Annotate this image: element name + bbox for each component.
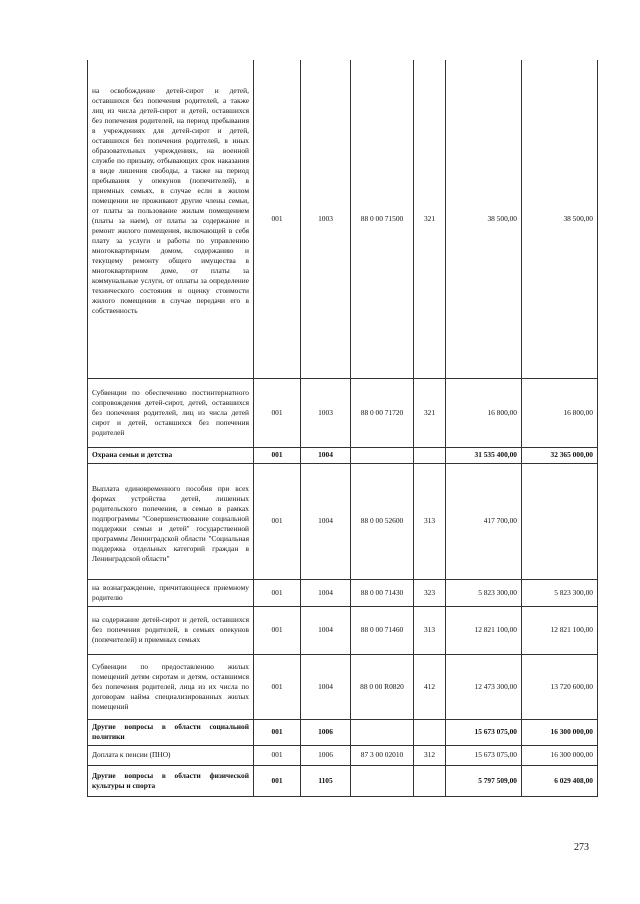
page-number: 273 bbox=[574, 842, 589, 853]
row-sum-1: 16 800,00 bbox=[446, 378, 522, 447]
row-type-code bbox=[414, 447, 446, 463]
budget-table bbox=[87, 60, 598, 797]
row-target-code: 87 3 00 02010 bbox=[351, 745, 414, 765]
row-sum-2: 12 821 100,00 bbox=[522, 606, 598, 654]
table-row bbox=[88, 60, 598, 378]
row-sum-2: 32 365 000,00 bbox=[522, 447, 598, 463]
row-admin-code: 001 bbox=[254, 606, 301, 654]
row-sum-1: 12 473 300,00 bbox=[446, 654, 522, 719]
row-description: Субвенции по предоставлению жилых помещений детям сиротам и детям, оставшимся без попечения родителей, лица из их числа по договорам найма специализированных жилых помещений bbox=[88, 654, 254, 719]
row-sum-1: 38 500,00 bbox=[446, 60, 522, 378]
row-type-code: 323 bbox=[414, 579, 446, 606]
row-section-code: 1006 bbox=[301, 745, 351, 765]
row-description: Выплата единовременного пособия при всех формах устройства детей, лишенных родительского попечения, в семью в рамках подпрограммы "Совершенствование социальной поддержки семьи и детей" государственной программы Ленинградской области "Социальная поддержка отдельных категорий граждан в Ленинградской области" bbox=[88, 463, 254, 579]
row-admin-code: 001 bbox=[254, 719, 301, 745]
row-section-code: 1004 bbox=[301, 579, 351, 606]
table-row bbox=[88, 745, 598, 765]
row-sum-1: 5 797 509,00 bbox=[446, 765, 522, 796]
row-description: Другие вопросы в области социальной политики bbox=[88, 719, 254, 745]
row-sum-1: 417 700,00 bbox=[446, 463, 522, 579]
row-target-code bbox=[351, 765, 414, 796]
row-sum-1: 5 823 300,00 bbox=[446, 579, 522, 606]
row-admin-code: 001 bbox=[254, 463, 301, 579]
row-target-code: 88 0 00 71500 bbox=[351, 60, 414, 378]
row-admin-code: 001 bbox=[254, 765, 301, 796]
row-section-code: 1105 bbox=[301, 765, 351, 796]
row-description: на освобождение детей-сирот и детей, оставшихся без попечения родителей, а также лиц из числа детей-сирот и детей, оставшихся без попечения родителей, на период пребывания в учреждениях для детей-сирот и детей, оставшихся без попечения родителей, в иных образовательных учреждениях, на военной службе по призыву, отбывающих срок наказания в виде лишения свободы, а также на период пребывания у опекунов (попечителей), в приемных семьях, в случае если в жилом помещении не проживают другие члены семьи, от платы за пользование жилым помещением (платы за наем), от платы за содержание и ремонт жилого помещения, включающей в себя плату за услуги и работы по управлению многоквартирным домом, содержанию и текущему ремонту общего имущества в многоквартирном доме, от платы за коммунальные услуги, от оплаты за определение технического состояния и оценку стоимости жилого помещения в случае передачи его в собственность bbox=[88, 60, 254, 378]
row-admin-code: 001 bbox=[254, 378, 301, 447]
table-row bbox=[88, 606, 598, 654]
row-sum-1: 15 673 075,00 bbox=[446, 745, 522, 765]
table-row bbox=[88, 654, 598, 719]
row-sum-1: 12 821 100,00 bbox=[446, 606, 522, 654]
row-type-code: 313 bbox=[414, 463, 446, 579]
row-sum-2: 16 800,00 bbox=[522, 378, 598, 447]
row-target-code: 88 0 00 71460 bbox=[351, 606, 414, 654]
row-type-code: 312 bbox=[414, 745, 446, 765]
row-type-code: 412 bbox=[414, 654, 446, 719]
row-target-code: 88 0 00 71720 bbox=[351, 378, 414, 447]
row-admin-code: 001 bbox=[254, 60, 301, 378]
row-section-code: 1004 bbox=[301, 654, 351, 719]
row-type-code: 321 bbox=[414, 60, 446, 378]
row-section-code: 1004 bbox=[301, 463, 351, 579]
row-description: Субвенции по обеспечению постинтернатного сопровождения детей-сирот, детей, оставшихся без попечения родителей, лиц из числа детей сирот и детей, оставшихся без попечения родителей bbox=[88, 378, 254, 447]
row-description: на содержание детей-сирот и детей, оставшихся без попечения родителей, в семьях опекунов (попечителей) и приемных семьях bbox=[88, 606, 254, 654]
table-row bbox=[88, 765, 598, 796]
row-target-code: 88 0 00 52600 bbox=[351, 463, 414, 579]
row-description: Охрана семьи и детства bbox=[88, 447, 254, 463]
row-type-code bbox=[414, 719, 446, 745]
table-row bbox=[88, 579, 598, 606]
table-row bbox=[88, 463, 598, 579]
row-sum-2: 6 029 408,00 bbox=[522, 765, 598, 796]
row-type-code: 313 bbox=[414, 606, 446, 654]
row-section-code: 1006 bbox=[301, 719, 351, 745]
row-section-code: 1004 bbox=[301, 606, 351, 654]
row-sum-2 bbox=[522, 463, 598, 579]
row-sum-1: 31 535 400,00 bbox=[446, 447, 522, 463]
row-target-code bbox=[351, 719, 414, 745]
row-section-code: 1003 bbox=[301, 60, 351, 378]
row-admin-code: 001 bbox=[254, 447, 301, 463]
row-target-code: 88 0 00 71430 bbox=[351, 579, 414, 606]
row-section-code: 1004 bbox=[301, 447, 351, 463]
row-sum-1: 15 673 075,00 bbox=[446, 719, 522, 745]
row-admin-code: 001 bbox=[254, 654, 301, 719]
row-sum-2: 5 823 300,00 bbox=[522, 579, 598, 606]
row-type-code: 321 bbox=[414, 378, 446, 447]
row-target-code bbox=[351, 447, 414, 463]
row-description: Доплата к пенсии (ПНО) bbox=[88, 745, 254, 765]
table-row bbox=[88, 719, 598, 745]
row-sum-2: 13 720 600,00 bbox=[522, 654, 598, 719]
row-description: на вознаграждение, причитающееся приемному родителю bbox=[88, 579, 254, 606]
row-admin-code: 001 bbox=[254, 745, 301, 765]
row-target-code: 88 0 00 R0820 bbox=[351, 654, 414, 719]
table-row bbox=[88, 378, 598, 447]
row-admin-code: 001 bbox=[254, 579, 301, 606]
row-description: Другие вопросы в области физической культуры и спорта bbox=[88, 765, 254, 796]
row-sum-2: 16 300 000,00 bbox=[522, 719, 598, 745]
row-type-code bbox=[414, 765, 446, 796]
table-row bbox=[88, 447, 598, 463]
row-section-code: 1003 bbox=[301, 378, 351, 447]
row-sum-2: 16 300 000,00 bbox=[522, 745, 598, 765]
row-sum-2: 38 500,00 bbox=[522, 60, 598, 378]
